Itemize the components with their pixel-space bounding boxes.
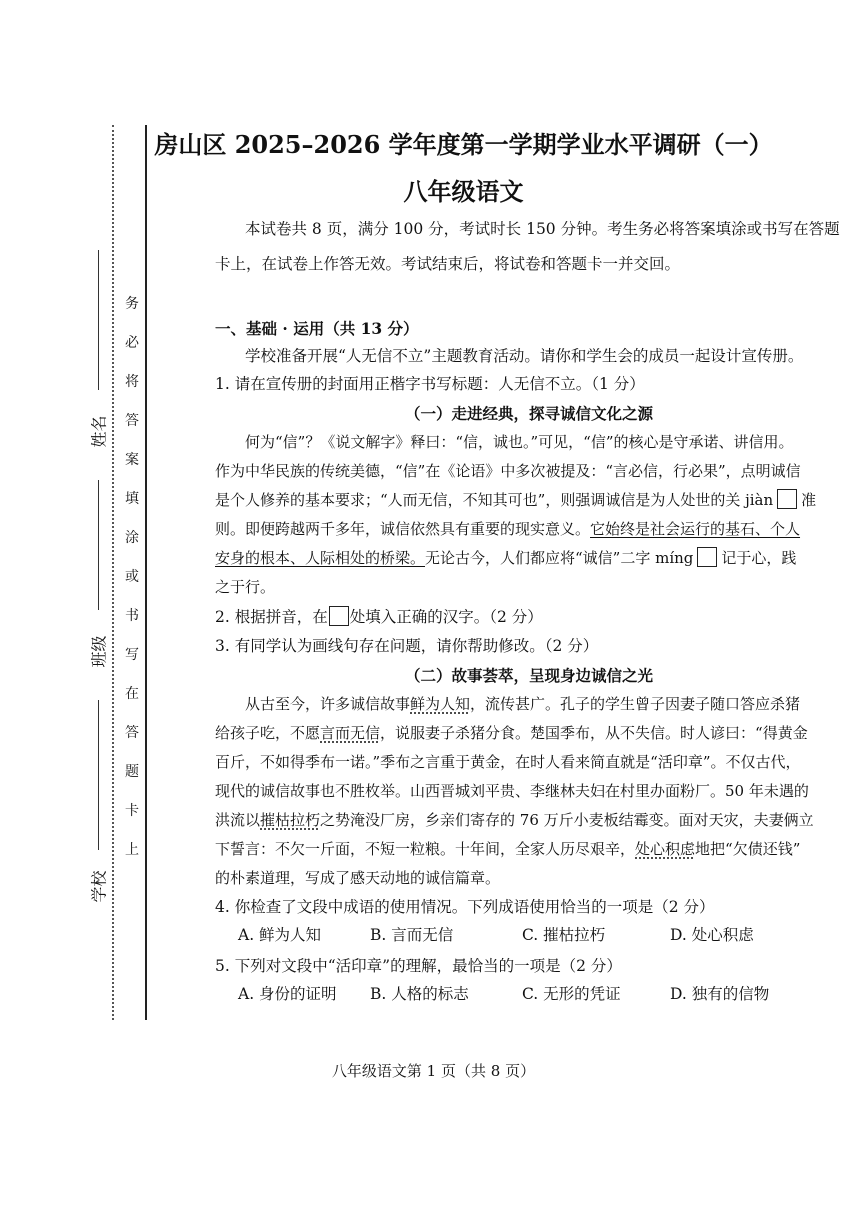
passage-line: 现代的诚信故事也不胜枚举。山西晋城刘平贵、李继林夫妇在村里办面粉厂。50 年未遇的 bbox=[215, 782, 809, 800]
class-label: 班级 bbox=[89, 635, 109, 668]
part-heading: 一、基础 · 运用（共 13 分） bbox=[215, 319, 419, 338]
passage-text: 则。即便跨越两千多年，诚信依然具有重要的现实意义。 bbox=[215, 520, 591, 538]
passage-line bbox=[215, 486, 843, 515]
binding-char: 必 bbox=[125, 335, 139, 351]
underlined-sentence: 安身的根本、人际相处的桥梁。 bbox=[215, 549, 426, 567]
binding-char: 将 bbox=[125, 374, 139, 390]
binding-char: 填 bbox=[125, 491, 139, 507]
passage-line bbox=[215, 835, 843, 864]
passage-line bbox=[215, 719, 843, 748]
box-icon bbox=[329, 606, 349, 626]
answer-box-jian[interactable] bbox=[777, 489, 797, 509]
class-field[interactable] bbox=[98, 480, 99, 610]
passage-line bbox=[245, 690, 867, 719]
question-1: 1. 请在宣传册的封面用正楷字书写标题：人无信不立。（1 分） bbox=[215, 375, 645, 393]
instructions-line: 本试卷共 8 页，满分 100 分，考试时长 150 分钟。考生务必将答案填涂或书写在答题 bbox=[245, 220, 840, 238]
page-footer: 八年级语文第 1 页（共 8 页） bbox=[331, 1062, 536, 1080]
option-a[interactable]: A. 鲜为人知 bbox=[238, 926, 322, 944]
binding-char: 在 bbox=[125, 686, 139, 702]
answer-box-ming[interactable] bbox=[697, 547, 717, 567]
passage-text: 准 bbox=[801, 491, 817, 509]
passage-line: 百斤，不如得季布一诺。”季布之言重于黄金，在时人看来简直就是“活印章”。不仅古代， bbox=[215, 753, 801, 771]
passage-text: 记于心，践 bbox=[721, 549, 797, 567]
question-4: 4. 你检查了文段中成语的使用情况。下列成语使用恰当的一项是（2 分） bbox=[215, 898, 715, 916]
question-2 bbox=[215, 603, 843, 632]
passage-line bbox=[215, 806, 843, 835]
idiom-marked: 处心积虑 bbox=[635, 840, 696, 858]
passage-text: 无论古今，人们都应将“诚信”二字 míng bbox=[425, 549, 694, 567]
passage-text: ，流传甚广。孔子的学生曾子因妻子随口答应杀猪 bbox=[470, 695, 801, 713]
passage-line: 之于行。 bbox=[215, 578, 276, 596]
passage-line: 何为“信”？《说文解字》释曰：“信，诚也。”可见，“信”的核心是守承诺、讲信用。 bbox=[245, 433, 794, 451]
binding-char: 案 bbox=[125, 452, 139, 468]
page-title: 房山区 2025–2026 学年度第一学期学业水平调研（一） bbox=[154, 130, 773, 159]
option-d[interactable]: D. 处心积虑 bbox=[670, 926, 754, 944]
option-d[interactable]: D. 独有的信物 bbox=[670, 985, 770, 1003]
option-a[interactable]: A. 身份的证明 bbox=[238, 985, 337, 1003]
part-intro: 学校准备开展“人无信不立”主题教育活动。请你和学生会的成员一起设计宣传册。 bbox=[245, 347, 804, 365]
passage-text: 给孩子吃，不愿 bbox=[215, 724, 321, 742]
idiom-marked: 鲜为人知 bbox=[410, 695, 471, 713]
page-subtitle: 八年级语文 bbox=[403, 177, 524, 206]
passage-text: 从古至今，许多诚信故事 bbox=[245, 695, 411, 713]
binding-char: 答 bbox=[125, 413, 139, 429]
school-field[interactable] bbox=[98, 700, 99, 850]
name-field[interactable] bbox=[98, 250, 99, 390]
passage-text: 之势淹没厂房，乡亲们寄存的 76 万斤小麦板结霉变。面对天灾，夫妻俩立 bbox=[320, 811, 814, 829]
section-title: （二）故事荟萃，呈现身边诚信之光 bbox=[404, 666, 653, 685]
instructions-line: 卡上，在试卷上作答无效。考试结束后，将试卷和答题卡一并交回。 bbox=[215, 255, 681, 273]
option-b[interactable]: B. 人格的标志 bbox=[370, 985, 469, 1003]
question-3: 3. 有同学认为画线句存在问题，请你帮助修改。（2 分） bbox=[215, 637, 599, 655]
passage-text: 洪流以 bbox=[215, 811, 261, 829]
passage-line bbox=[215, 515, 843, 544]
binding-char: 涂 bbox=[125, 530, 139, 546]
idiom-marked: 摧枯拉朽 bbox=[260, 811, 321, 829]
section-title: （一）走进经典，探寻诚信文化之源 bbox=[404, 404, 653, 423]
passage-line: 作为中华民族的传统美德，“信”在《论语》中多次被提及：“言必信，行必果”，点明诚信 bbox=[215, 462, 801, 480]
binding-solid-line bbox=[145, 125, 147, 1020]
option-b[interactable]: B. 言而无信 bbox=[370, 926, 454, 944]
passage-text: 地把“欠债还钱” bbox=[695, 840, 801, 858]
binding-char: 答 bbox=[125, 725, 139, 741]
binding-char: 或 bbox=[125, 569, 139, 585]
binding-char: 写 bbox=[125, 647, 139, 663]
idiom-marked: 言而无信 bbox=[320, 724, 381, 742]
binding-char: 题 bbox=[125, 764, 139, 780]
question-text: 处填入正确的汉字。（2 分） bbox=[349, 608, 543, 626]
binding-char: 上 bbox=[125, 842, 139, 858]
passage-text: 是个人修养的基本要求；“人而无信，不知其可也”，则强调诚信是为人处世的关 jiàn bbox=[215, 491, 774, 509]
name-label: 姓名 bbox=[89, 415, 109, 448]
school-label: 学校 bbox=[89, 870, 109, 903]
question-5: 5. 下列对文段中“活印章”的理解，最恰当的一项是（2 分） bbox=[215, 957, 622, 975]
question-text: 2. 根据拼音，在 bbox=[215, 608, 328, 626]
binding-char: 卡 bbox=[125, 803, 139, 819]
binding-char: 书 bbox=[125, 608, 139, 624]
underlined-sentence: 它始终是社会运行的基石、个人 bbox=[590, 520, 801, 538]
passage-line bbox=[215, 544, 843, 573]
option-c[interactable]: C. 无形的凭证 bbox=[522, 985, 621, 1003]
binding-dotted-line bbox=[112, 125, 114, 1020]
passage-text: ，说服妻子杀猪分食。楚国季布，从不失信。时人谚曰：“得黄金 bbox=[380, 724, 808, 742]
option-c[interactable]: C. 摧枯拉朽 bbox=[522, 926, 606, 944]
passage-line: 的朴素道理，写成了感天动地的诚信篇章。 bbox=[215, 869, 501, 887]
passage-text: 下誓言：不欠一斤面，不短一粒粮。十年间，全家人历尽艰辛， bbox=[215, 840, 636, 858]
binding-char: 务 bbox=[125, 296, 139, 312]
